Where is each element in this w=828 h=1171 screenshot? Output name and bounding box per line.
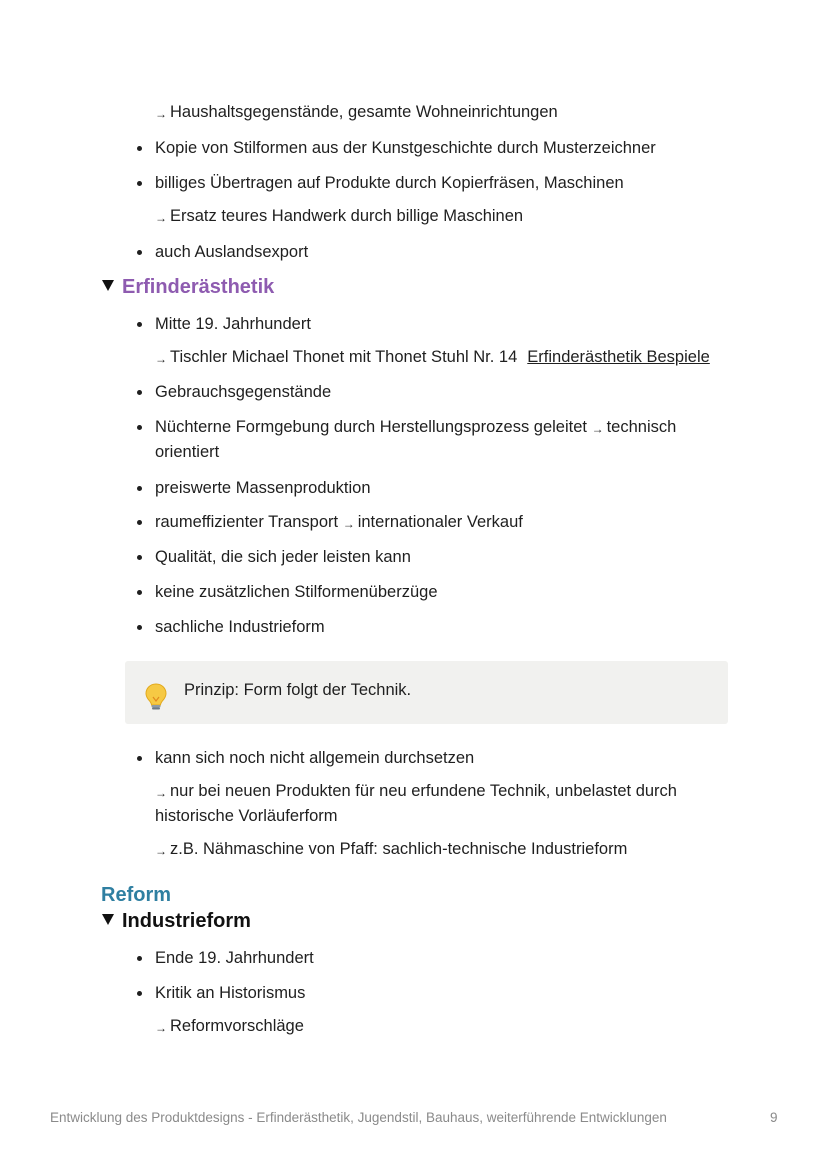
toggle-heading-erfinderaesthetik[interactable]: Erfinderästhetik [102,274,274,300]
arrow-icon: → [155,786,167,800]
bullet-item: raumeffizienter Transport → internationaler Verkauf [155,510,523,535]
arrow-line: → Reformvorschläge [155,1017,304,1035]
arrow-line: → z.B. Nähmaschine von Pfaff: sachlich-technische Industrieform [155,840,628,858]
callout-text: Prinzip: Form folgt der Technik. [184,681,412,699]
toggle-heading-industrieform[interactable]: Industrieform [102,908,251,934]
toggle-triangle-icon[interactable] [102,280,114,291]
arrow-line: → Haushaltsgegenstände, gesamte Wohneinrichtungen [155,103,558,121]
bullet-item: auch Auslandsexport [155,240,308,264]
toggle-triangle-icon[interactable] [102,914,114,925]
arrow-line-continuation: historische Vorläuferform [155,807,338,825]
arrow-line: → Tischler Michael Thonet mit Thonet Stuhl Nr. 14 Erfinderästhetik Bespiele [155,348,710,366]
link-erfinderaesthetik-beispiele[interactable]: Erfinderästhetik Bespiele [527,348,710,366]
lightbulb-icon [145,683,167,711]
arrow-icon: → [342,517,355,531]
bullet-item: sachliche Industrieform [155,615,325,639]
bullet-item: kann sich noch nicht allgemein durchsetzen [155,746,474,770]
bullet-item: Qualität, die sich jeder leisten kann [155,545,411,569]
bullet-item: billiges Übertragen auf Produkte durch Kopierfräsen, Maschinen [155,171,624,195]
bullet-item: Gebrauchsgegenstände [155,380,331,404]
page-number: 9 [770,1110,778,1125]
callout-box [125,661,728,724]
bullet-item: Ende 19. Jahrhundert [155,946,314,970]
bullet-item: Mitte 19. Jahrhundert [155,312,311,336]
arrow-line: → nur bei neuen Produkten für neu erfundene Technik, unbelastet durch [155,782,677,800]
arrow-icon: → [155,107,167,121]
arrow-line: → Ersatz teures Handwerk durch billige Maschinen [155,207,524,225]
arrow-icon: → [155,844,167,858]
bullet-item: Kritik an Historismus [155,981,305,1005]
bullet-continuation: orientiert [155,443,220,461]
section-heading-reform: Reform [101,884,172,906]
arrow-icon: → [155,1021,167,1035]
bullet-item: Nüchterne Formgebung durch Herstellungsprozess geleitet → technisch [155,415,676,440]
footer-title: Entwicklung des Produktdesigns - Erfinderästhetik, Jugendstil, Bauhaus, weiterführende Entwicklungen [50,1110,667,1125]
bullet-item: keine zusätzlichen Stilformenüberzüge [155,580,438,604]
arrow-icon: → [155,352,167,366]
arrow-icon: → [591,422,604,436]
bullet-item: preiswerte Massenproduktion [155,476,371,500]
bullet-item: Kopie von Stilformen aus der Kunstgeschichte durch Musterzeichner [155,136,656,160]
arrow-icon: → [155,211,167,225]
